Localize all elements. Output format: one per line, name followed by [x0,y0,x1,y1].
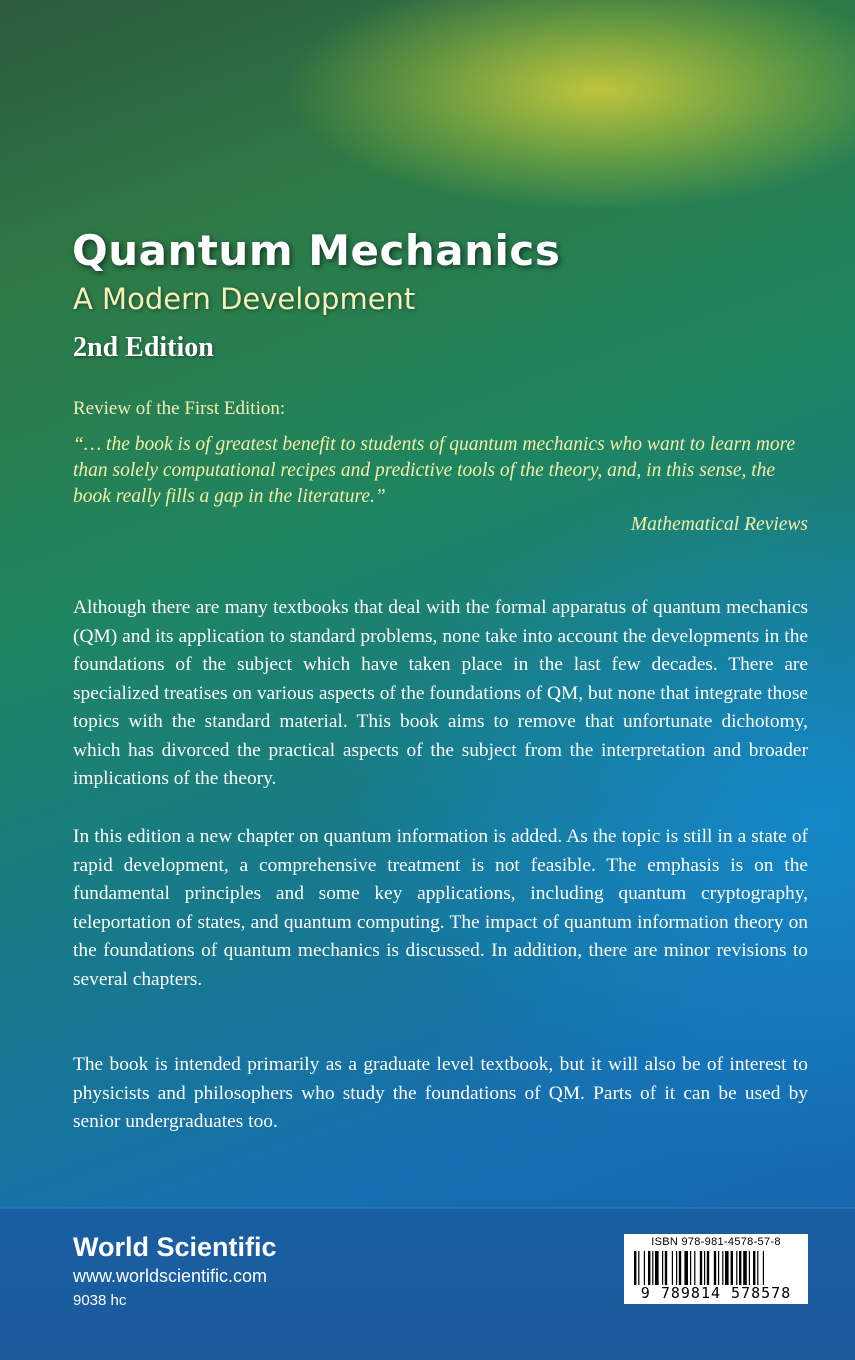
book-title: Quantum Mechanics [72,226,561,275]
review-heading: Review of the First Edition: [73,398,286,419]
review-quote: “… the book is of greatest benefit to students of quantum mechanics who want to learn more than solely computational recipes and predictive tools of the theory, and, in this sense, the book really fills a gap in the literature.” [73,434,796,507]
book-subtitle: A Modern Development [73,282,416,316]
description-paragraph-2: In this edition a new chapter on quantum information is added. As the topic is still in a state of rapid development, a comprehensive treatment is not feasible. The emphasis is on the fundamental principles and some key applications, including quantum cryptography, teleportation of states, and quantum computing. The impact of quantum information theory on the foundations of quantum mechanics is discussed. In addition, there are minor revisions to several chapters. [73,826,808,990]
publisher-name: World Scientific [73,1232,277,1262]
book-edition: 2nd Edition [73,332,214,363]
isbn-barcode [624,1234,808,1304]
isbn-label: ISBN 978-981-4578-57-8 [651,1236,781,1248]
review-source: Mathematical Reviews [630,514,808,535]
description-paragraph-3: The book is intended primarily as a graduate level textbook, but it will also be of interest to physicists and philosophers who study the foundations of QM. Parts of it can be used by senior undergraduates too. [73,1054,808,1132]
publisher-website: www.worldscientific.com [73,1266,268,1286]
barcode-digits: 9 789814 578578 [640,1284,792,1302]
barcode-bars-icon [634,1251,798,1285]
description-paragraph-1: Although there are many textbooks that deal with the formal apparatus of quantum mechanics (QM) and its application to standard problems, none take into account the developments in the foundations of the subject which have taken place in the last few decades. There are specialized treatises on various aspects of the foundations of QM, but none that integrate those topics with the standard material. This book aims to remove that unfortunate dichotomy, which has divorced the practical aspects of the subject from the interpretation and broader implications of the theory. [73,597,808,789]
catalog-number: 9038 hc [73,1292,127,1309]
